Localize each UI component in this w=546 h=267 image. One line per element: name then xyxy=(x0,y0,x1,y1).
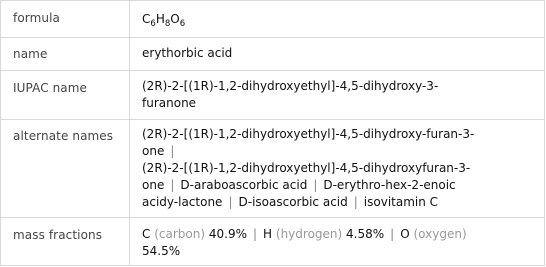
alt-name-4-start: D-erythro-hex-2-enoic xyxy=(323,178,456,192)
alternate-names-value xyxy=(142,126,474,211)
alt-name-5: D-isoascorbic acid xyxy=(238,195,348,209)
iupac-line-2: furanone xyxy=(142,96,197,110)
alt-name-3: D-araboascorbic acid xyxy=(180,178,308,192)
mass-line-2: 54.5% xyxy=(142,244,181,258)
hydrogen-symbol: H xyxy=(263,227,273,241)
alt-line-3: (2R)-2-[(1R)-1,2-dihydroxyethyl]-4,5-dihydroxyfuran-3- xyxy=(142,161,471,175)
alt-name-4-end: acidy-lactone xyxy=(142,195,223,209)
mass-line-1 xyxy=(142,226,467,243)
iupac-label: IUPAC name xyxy=(13,81,88,95)
row-mass-fractions xyxy=(1,217,544,267)
separator: | xyxy=(390,227,395,241)
row-formula xyxy=(1,1,544,37)
formula-o: O xyxy=(170,12,180,26)
alt-name-2-end: one xyxy=(142,178,165,192)
formula-c: C xyxy=(142,12,151,26)
formula-h: H xyxy=(155,12,165,26)
alt-line-4 xyxy=(142,177,474,194)
formula-h-count: 8 xyxy=(164,19,171,29)
name-value: erythorbic acid xyxy=(142,46,233,60)
alt-line-1: (2R)-2-[(1R)-1,2-dihydroxyethyl]-4,5-dihydroxy-furan-3- xyxy=(142,127,475,141)
formula-c-count: 6 xyxy=(150,19,156,29)
alternate-names-label: alternate names xyxy=(13,129,114,143)
separator: | xyxy=(313,178,318,192)
separator: | xyxy=(170,144,175,158)
row-iupac-name xyxy=(1,70,544,119)
hydrogen-fraction: 4.58% xyxy=(346,227,385,241)
alt-name-1-end: one xyxy=(142,144,165,158)
separator: | xyxy=(353,195,358,209)
separator: | xyxy=(228,195,233,209)
separator: | xyxy=(170,178,175,192)
row-alternate-names xyxy=(1,119,544,217)
formula-o-count: 6 xyxy=(179,19,186,29)
hydrogen-name: (hydrogen) xyxy=(275,227,343,241)
alt-line-2 xyxy=(142,143,474,160)
iupac-value xyxy=(142,78,438,112)
formula-value xyxy=(142,11,185,30)
name-label: name xyxy=(13,47,48,61)
formula-label: formula xyxy=(13,11,60,25)
mass-fractions-value xyxy=(142,226,467,260)
oxygen-symbol: O xyxy=(400,227,410,241)
separator: | xyxy=(252,227,258,241)
carbon-fraction: 40.9% xyxy=(208,227,247,241)
alt-line-5 xyxy=(142,194,474,211)
oxygen-name: (oxygen) xyxy=(413,227,467,241)
alt-name-6: isovitamin C xyxy=(363,195,439,209)
row-name xyxy=(1,37,544,70)
carbon-symbol: C xyxy=(142,227,151,241)
iupac-line-1: (2R)-2-[(1R)-1,2-dihydroxyethyl]-4,5-dihydroxy-3- xyxy=(142,79,439,93)
mass-fractions-label: mass fractions xyxy=(13,228,103,242)
carbon-name: (carbon) xyxy=(154,227,206,241)
